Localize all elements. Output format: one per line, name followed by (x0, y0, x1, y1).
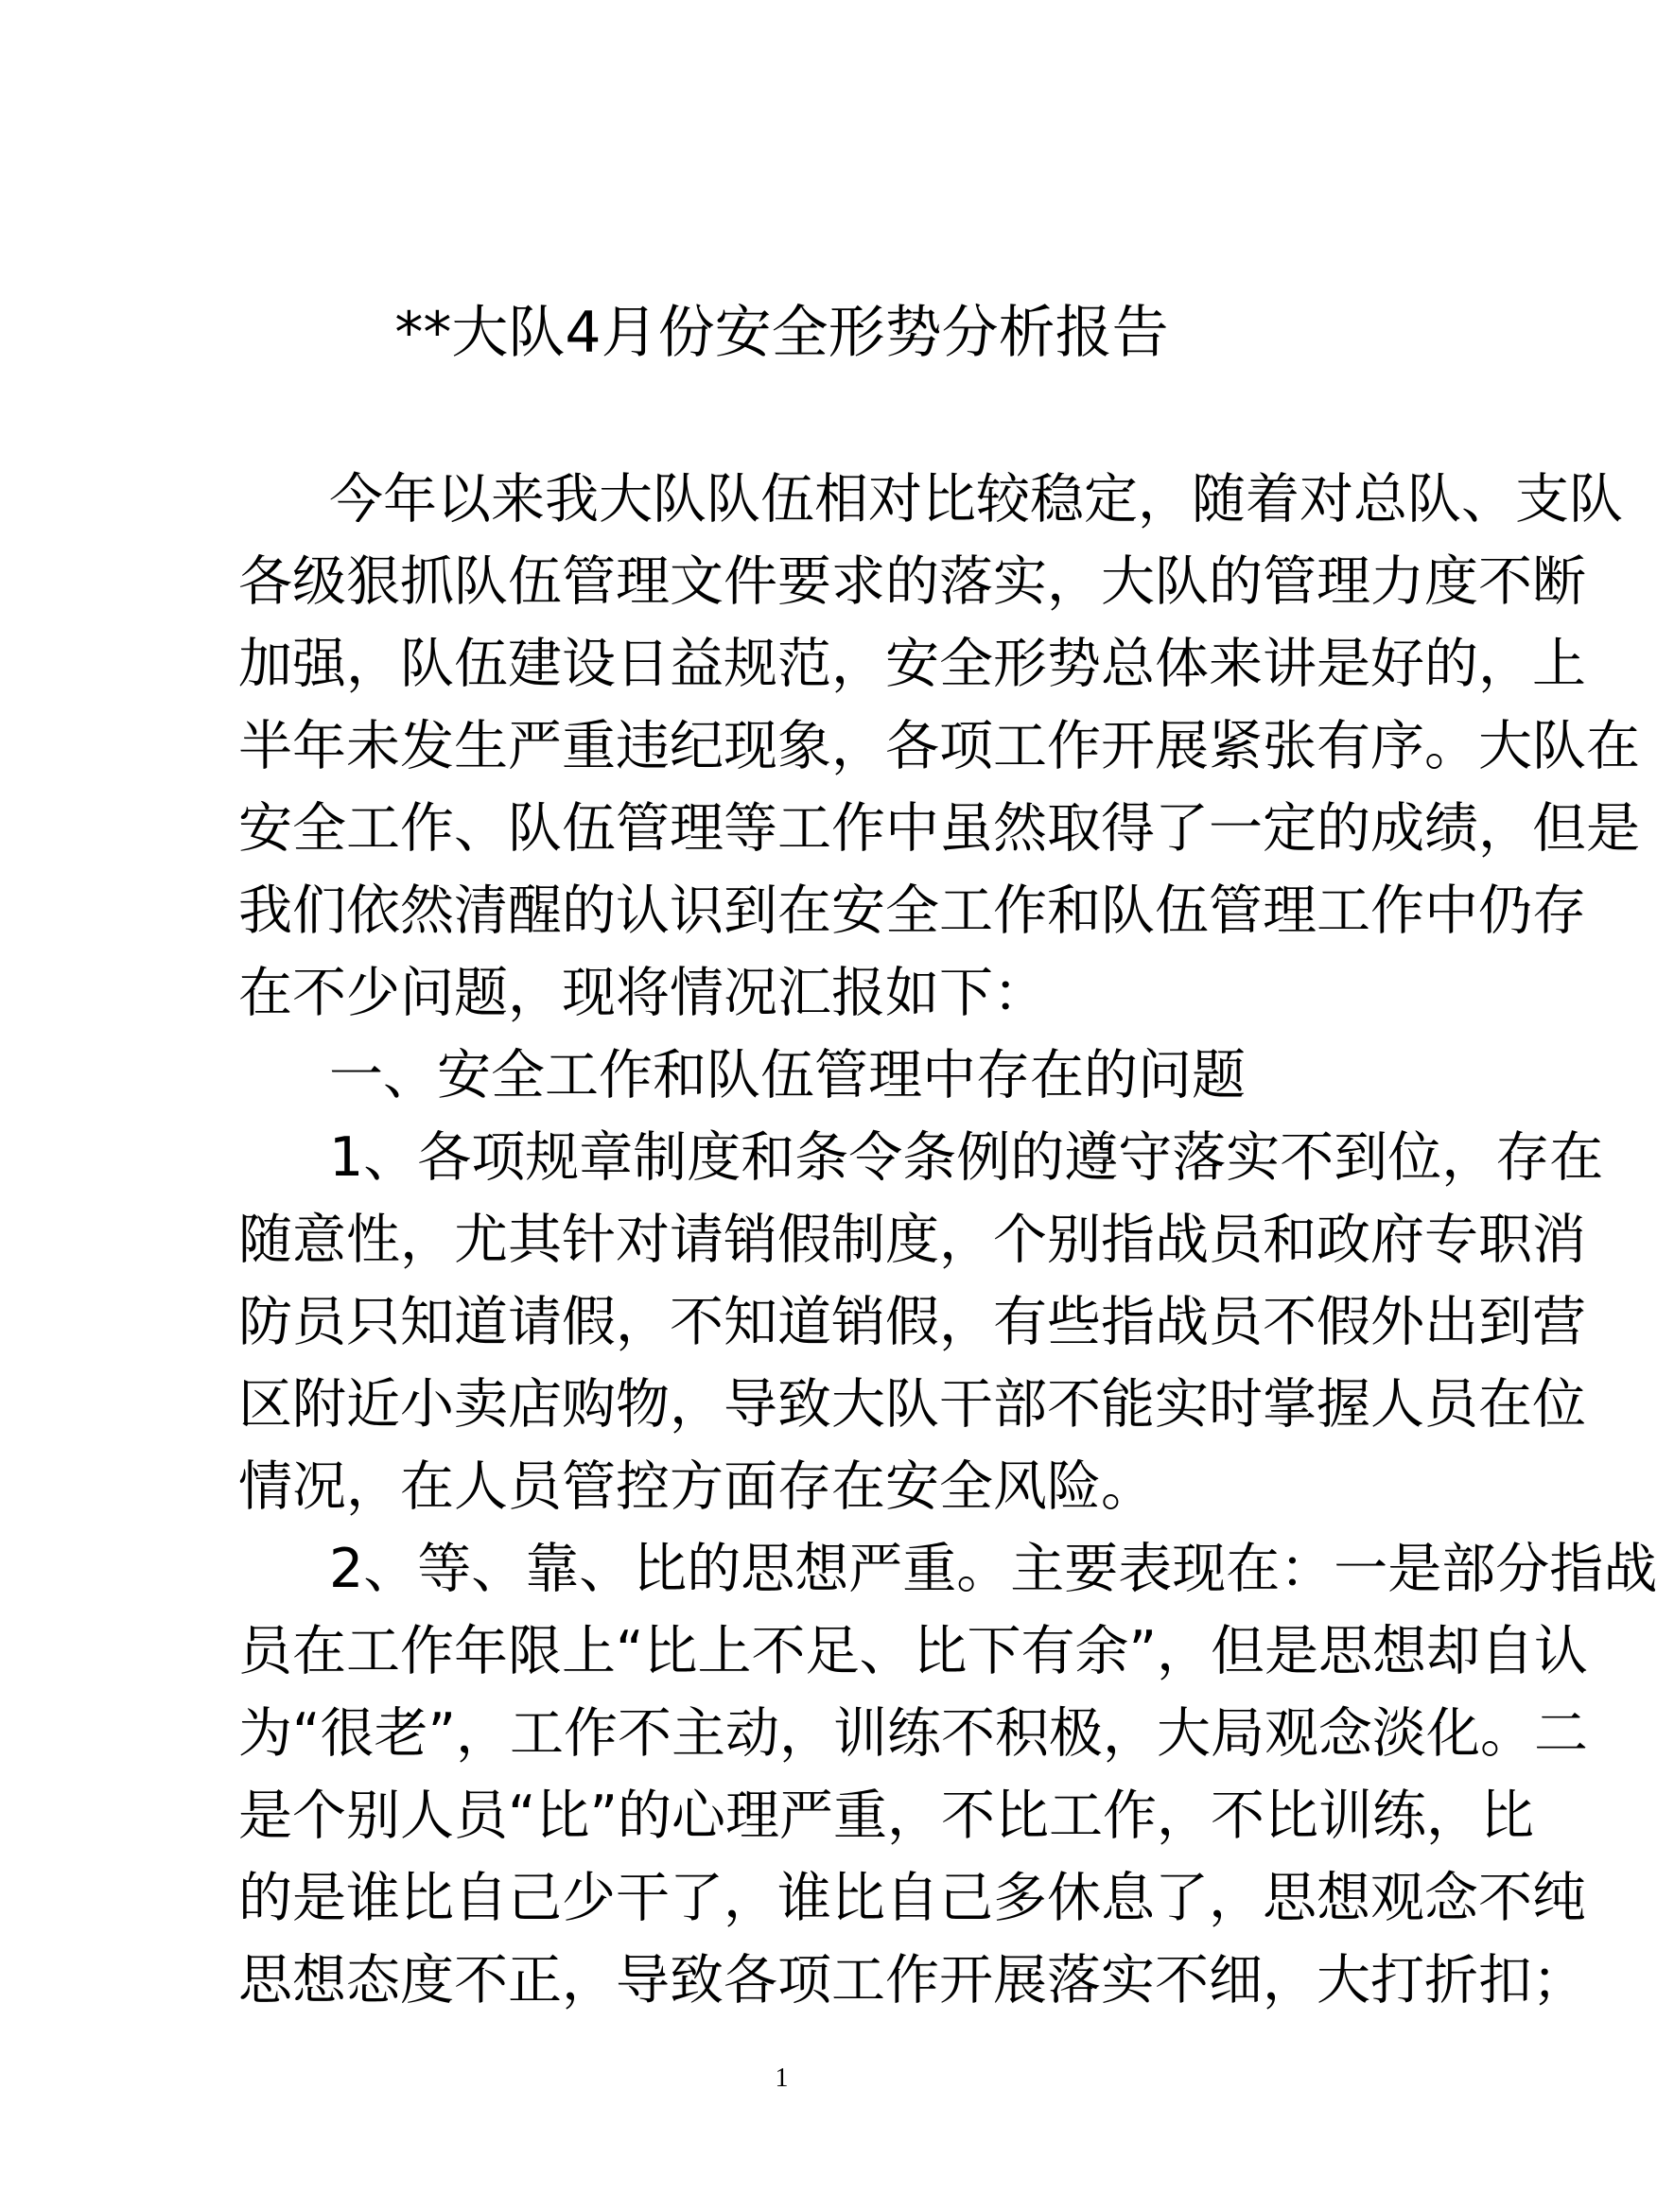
text-line: 为“很老”，工作不主动，训练不积极，大局观念淡化。二 (238, 1702, 1589, 1765)
page-number: 1 (775, 2064, 789, 2093)
paragraph (238, 1117, 1604, 1528)
text-line: 情况，在人员管控方面存在安全风险。 (238, 1455, 1155, 1518)
text-line: 今年以来我大队队伍相对比较稳定，随着对总队、支队 (329, 468, 1623, 531)
document-body (238, 459, 1657, 2022)
text-line: 员在工作年限上“比上不足、比下有余”，但是思想却自认 (238, 1620, 1589, 1682)
text-line: 加强，队伍建设日益规范，安全形势总体来讲是好的，上 (238, 633, 1586, 695)
text-line: 2、等、靠、比的思想严重。主要表现在：一是部分指战 (329, 1538, 1657, 1600)
text-line: 一、安全工作和队伍管理中存在的问题 (329, 1044, 1246, 1106)
section-heading (238, 1035, 1334, 1117)
text-line: 思想态度不正，导致各项工作开展落实不细，大打折扣； (238, 1949, 1586, 2012)
text-line: 防员只知道请假，不知道销假，有些指战员不假外出到营 (238, 1291, 1586, 1353)
text-line: 我们依然清醒的认识到在安全工作和队伍管理工作中仍存 (238, 880, 1586, 942)
text-line: 在不少问题，现将情况汇报如下： (238, 962, 1047, 1024)
text-line: 区附近小卖店购物，导致大队干部不能实时掌握人员在位 (238, 1373, 1586, 1436)
text-line: 随意性，尤其针对请销假制度，个别指战员和政府专职消 (238, 1209, 1586, 1271)
text-line: 的是谁比自己少干了，谁比自己多休息了，思想观念不纯 (238, 1867, 1586, 1929)
document-title: **大队4月份安全形势分析报告 (394, 300, 1169, 366)
text-line: 是个别人员“比”的心理严重，不比工作，不比训练，比 (238, 1785, 1535, 1847)
text-line: 各级狠抓队伍管理文件要求的落实，大队的管理力度不断 (238, 550, 1586, 613)
text-line: 安全工作、队伍管理等工作中虽然取得了一定的成绩，但是 (238, 797, 1640, 860)
paragraph (238, 459, 1640, 1035)
paragraph (238, 1528, 1657, 2022)
text-line: 1、各项规章制度和条令条例的遵守落实不到位，存在 (329, 1126, 1604, 1189)
text-line: 半年未发生严重违纪现象，各项工作开展紧张有序。大队在 (238, 715, 1640, 777)
